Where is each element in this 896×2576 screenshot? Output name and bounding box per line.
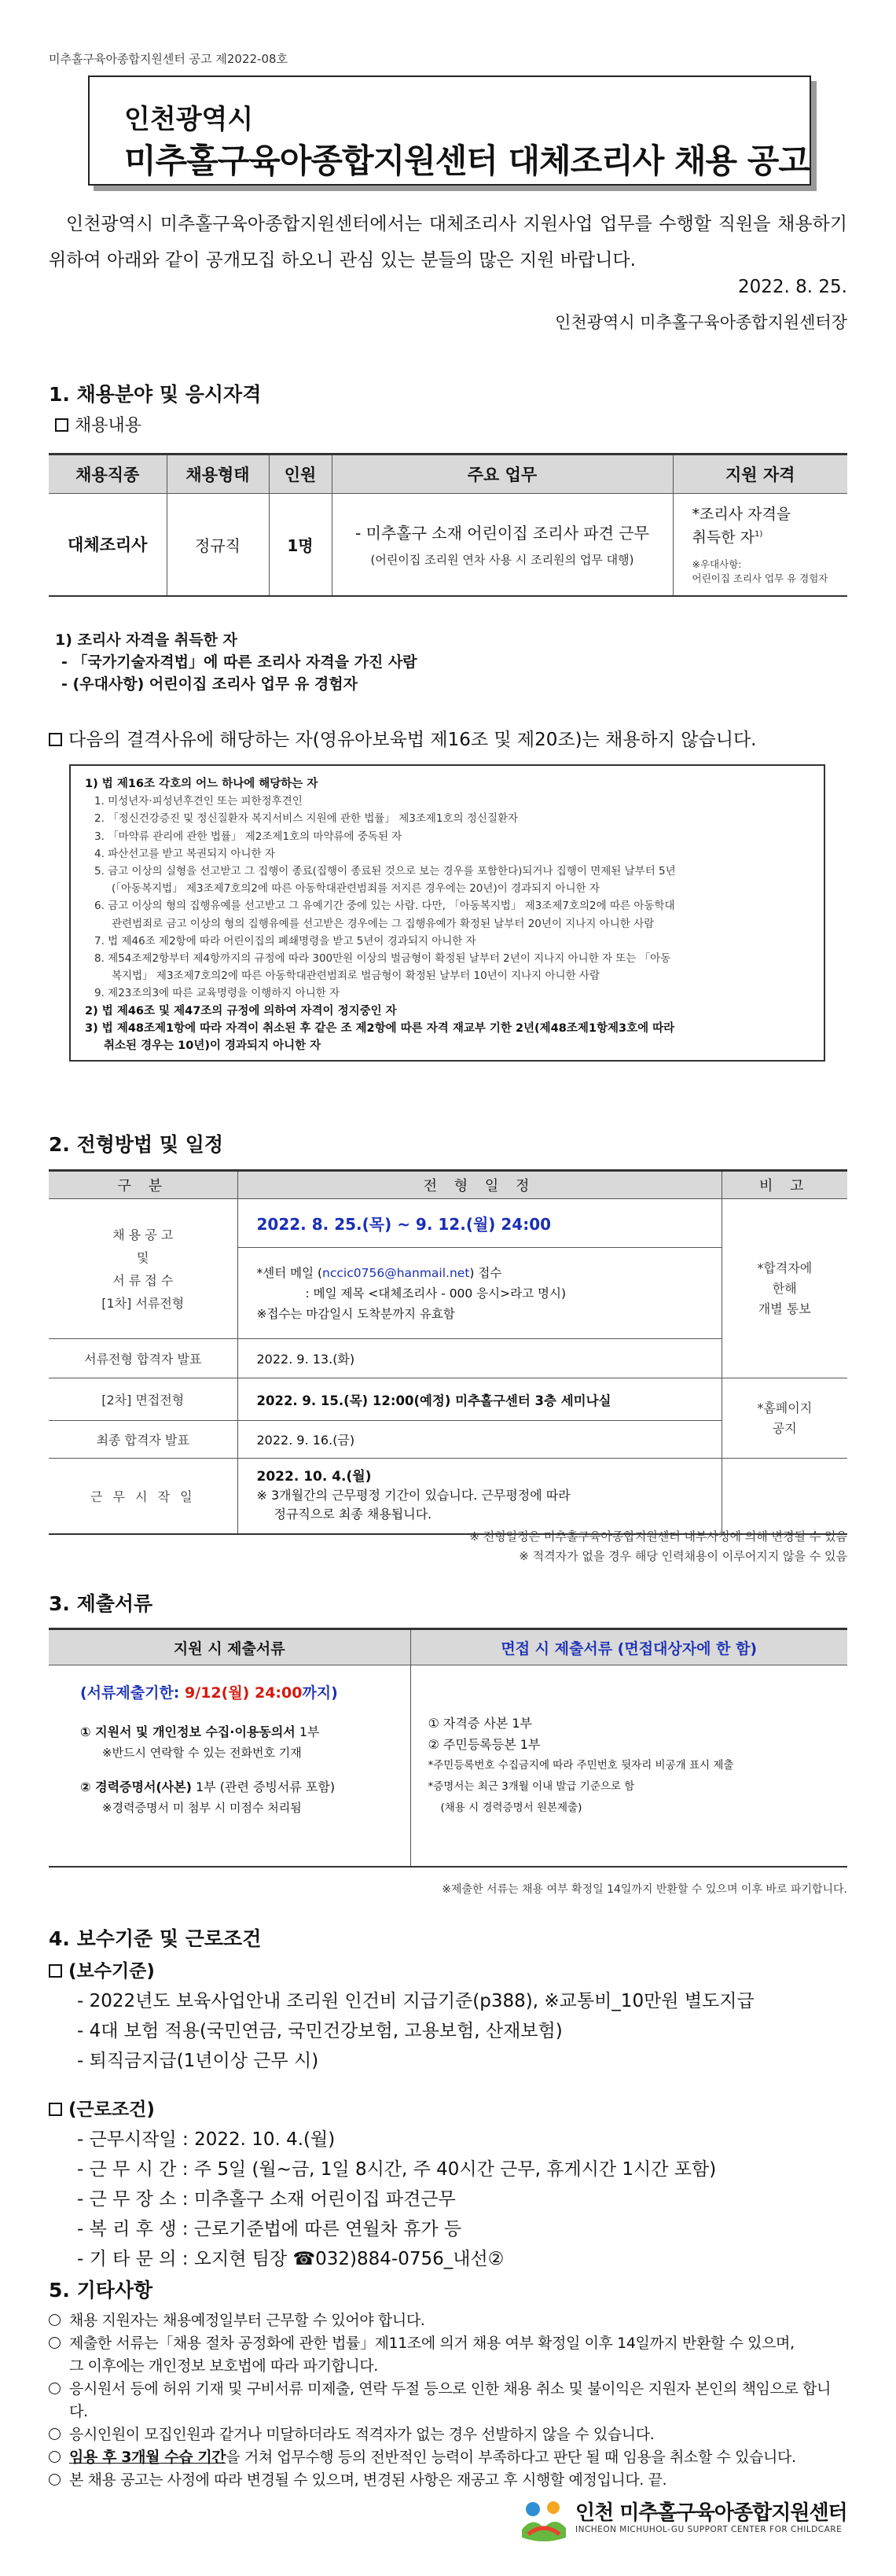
documents-footnote: ※제출한 서류는 채용 여부 확정일 14일까지 반환할 수 있으며 이후 바로 파기합니다. [442,1883,847,1896]
section5-heading: 5. 기타사항 [49,2279,153,2302]
notice-date: 2022. 8. 25. [738,277,847,297]
header-apply-docs: 지원 시 제출서류 [49,1629,410,1665]
disqualification-item: 3) 법 제48조제1항에 따라 자격이 취소된 후 같은 조 제2항에 따른 자격 재교부 기한 2년(제48조제1항제3호에 따라 [85,1021,675,1035]
schedule-label-final-result: 최종 합격자 발표 [49,1421,237,1459]
interview-docs-cell: ① 자격증 사본 1부 ② 주민등록등본 1부 *주민등록번호 수집금지에 따라 주민번호 뒷자리 비공개 표시 제출 *증명서는 최근 3개월 이내 발급 기준으로 함 (채용 시 경력증명서 원본제출) [410,1665,847,1867]
schedule-application-method: *센터 메일 (nccic0756@hanmail.net) 접수 : 메일 제목 <대체조리사 - 000 응시>라고 명시) ※접수는 마감일시 도착분까지 유효함 [237,1248,722,1339]
table-header-row [49,454,847,494]
schedule-final-result-date: 2022. 9. 16.(금) [237,1421,722,1459]
list-item: 제출한 서류는「채용 절차 공정화에 관한 법률」제11조에 의거 채용 여부 확정일 이후 14일까지 반환할 수 있으며, [49,2332,847,2355]
misc-list [49,2309,847,2492]
disqualification-item: 1) 법 제16조 각호의 어느 하나에 해당하는 자 [85,778,318,790]
recruitment-table [49,453,847,597]
qualification-cell: *조리사 자격을 취득한 자$^{1)}$ ※우대사항: 어린이집 조리사 업무 유 경험자 [673,494,847,596]
list-item: 응시원서 등에 허위 기재 및 구비서류 미제출, 연락 두절 등으로 인한 채용 취소 및 불이익은 지원자 본인의 책임으로 합니다. [49,2378,847,2423]
disqualification-box [69,764,825,1062]
checkbox-icon [49,1964,62,1978]
list-item: 임용 후 3개월 수습 기간을 거쳐 업무수행 등의 전반적인 능력이 부족하다고 판단 될 때 임용을 취소할 수 있습니다. [49,2446,847,2469]
list-item: 그 이후에는 개인정보 보호법에 따라 파기합니다. [69,2357,378,2375]
table-header-row [49,1629,847,1665]
table-row [49,1459,847,1534]
disqualification-item: 4. 파산선고를 받고 복권되지 아니한 자 [94,847,275,860]
remarks-notify: *합격자에 한해 개별 통보 [722,1199,847,1378]
apply-docs-cell: (서류제출기한: 9/12(월) 24:00까지) ① 지원서 및 개인정보 수집·이용동의서 1부 ※반드시 연락할 수 있는 전화번호 기재 ② 경력증명서(사본) 1부 (관련 증빙서류 포함) ※경력증명서 미 첨부 시 미점수 처리됨 [49,1665,410,1867]
header-remarks: 비 고 [722,1171,847,1199]
schedule-doc-result-date: 2022. 9. 13.(화) [237,1339,722,1378]
pay-standards: (보수기준) - 2022년도 보육사업안내 조리원 인건비 지급기준(p388), ※교통비_10만원 별도지급 - 4대 보험 적용(국민연금, 국민건강보험, 고용보험, 산재보험) - 퇴직금지급(1년이상 근무 시) [49,1956,755,2076]
disqualification-item: 8. 제54조제2항부터 제4항까지의 규정에 따라 300만원 이상의 벌금형이 확정된 날부터 2년이 지나지 아니한 자 또는 「아동 [94,952,671,966]
schedule-footnote-1: ※ 전형일정은 미추홀구육아종합지원센터 내부사정에 의해 변경될 수 있음 [469,1529,847,1544]
qualification-notes: 1) 조리사 자격을 취득한 자 - 「국가기술자격법」에 따른 조리사 자격을 가진 사람 - (우대사항) 어린이집 조리사 업무 유 경험자 [55,631,417,693]
logo-mark-icon [519,2498,569,2542]
title-line2: 미추홀구육아종합지원센터 대체조리사 채용 공고 [124,142,810,180]
header-schedule: 전 형 일 정 [237,1171,722,1199]
header-interview-docs: 면접 시 제출서류 (면접대상자에 한 함) [410,1629,847,1665]
disqualification-item: 6. 금고 이상의 형의 집행유예를 선고받고 그 유예기간 중에 있는 사람. 다만, 「아동복지법」 제3조제7호의2에 따른 아동학대 [94,900,675,913]
section2-heading: 2. 전형방법 및 일정 [49,1133,224,1156]
section4-heading: 4. 보수기준 및 근로조건 [49,1927,262,1950]
table-row [49,1199,847,1248]
header-job: 채용직종 [49,454,167,494]
header-category: 구 분 [49,1171,237,1199]
disqualification-item: 7. 법 제46조 제2항에 따라 어린이집의 폐쇄명령을 받고 5년이 경과되지 아니한 자 [94,934,476,948]
count-cell: 1명 [269,494,332,596]
disqualification-heading: 다음의 결격사유에 해당하는 자(영유아보육법 제16조 및 제20조)는 채용하지 않습니다. [49,725,756,751]
header-count: 인원 [269,454,332,494]
schedule-interview-date: 2022. 9. 15.(목) 12:00(예정) 미추홀구센터 3층 세미나실 [237,1378,722,1421]
header-type: 채용형태 [167,454,269,494]
issuing-org: 인천광역시 미추홀구육아종합지원센터장 [555,313,847,332]
documents-table [49,1628,847,1868]
list-item: 본 채용 공고는 사정에 따라 변경될 수 있으며, 변경된 사항은 재공고 후 시행할 예정입니다. 끝. [49,2469,847,2492]
table-row [49,494,847,596]
schedule-application-period: 2022. 8. 25.(목) ~ 9. 12.(월) 24:00 [237,1199,722,1248]
remarks-empty [722,1459,847,1534]
intro-paragraph: 인천광역시 미추홀구육아종합지원센터에서는 대체조리사 지원사업 업무를 수행할 직원을 채용하기 위하여 아래와 같이 공개모집 하오니 관심 있는 분들의 많은 지원 바랍니다. [49,214,847,270]
section1-sub: 채용내용 [55,412,141,436]
disqualification-item: 1. 미성년자·피성년후견인 또는 피한정후견인 [94,795,303,808]
duty-cell: - 미추홀구 소재 어린이집 조리사 파견 근무 (어린이집 조리원 연차 사용 시 조리원의 업무 대행) [332,494,673,596]
job-cell: 대체조리사 [49,494,167,596]
list-item: 채용 지원자는 채용예정일부터 근무할 수 있어야 합니다. [49,2309,847,2332]
disqualification-item: 취소된 경우는 10년)이 경과되지 아니한 자 [104,1040,321,1053]
notice-number: 미추홀구육아종합지원센터 공고 제2022-08호 [49,52,288,66]
section3-heading: 3. 제출서류 [49,1592,153,1615]
header-qualification: 지원 자격 [673,454,847,494]
table-row [49,1378,847,1421]
schedule-table [49,1169,847,1535]
work-conditions: (근로조건) - 근무시작일 : 2022. 10. 4.(월) - 근 무 시 간 : 주 5일 (월~금, 1일 8시간, 주 40시간 근무, 휴게시간 1시간 포함) - 근 무 장 소 : 미추홀구 소재 어린이집 파견근무 - 복 리 후 생 : 근로기준법에 따른 연월차 휴가 등 - 기 타 문 의 : 오지현 팀장 ☎032)884-0756_내선② [49,2095,716,2274]
table-header-row [49,1171,847,1199]
schedule-start-date: 2022. 10. 4.(월) ※ 3개월간의 근무평정 기간이 있습니다. 근무평정에 따라 정규직으로 최종 채용됩니다. [237,1459,722,1534]
checkbox-icon [55,418,68,432]
logo-name: 인천 미추홀구육아종합지원센터 [575,2501,847,2525]
disqualification-item: 2) 법 제46조 및 제47조의 규정에 의하여 자격이 정지중인 자 [85,1004,397,1018]
remarks-homepage: *홈페이지 공지 [722,1378,847,1459]
disqualification-item: 5. 금고 이상의 실형을 선고받고 그 집행이 종료(집행이 종료된 것으로 보는 경우를 포함한다)되거나 집행이 면제된 날부터 5년 [94,865,676,878]
title-line1: 인천광역시 [124,104,254,135]
schedule-footnote-2: ※ 적격자가 없을 경우 해당 인력채용이 이루어지지 않을 수 있음 [519,1549,847,1563]
table-row [49,1665,847,1867]
disqualification-item: 9. 제23조의3에 따른 교육명령을 이행하지 아니한 자 [94,987,340,1000]
center-logo [519,2497,849,2544]
schedule-label-interview: [2차] 면접전형 [49,1378,237,1421]
disqualification-item: 3. 「마약류 관리에 관한 법률」 제2조제1호의 마약류에 중독된 자 [94,830,402,843]
title-box [88,75,811,186]
disqualification-item: 2. 「정신건강증진 및 정신질환자 복지서비스 지원에 관한 법률」 제3조제1호의 정신질환자 [94,812,519,826]
schedule-label-start: 근 무 시 작 일 [49,1459,237,1534]
email-link[interactable]: nccic0756@hanmail.net [322,1265,470,1280]
logo-english: INCHEON MICHUHOL-GU SUPPORT CENTER FOR CHILDCARE [575,2525,843,2534]
header-duty: 주요 업무 [332,454,673,494]
type-cell: 정규직 [167,494,269,596]
schedule-label-application: 채 용 공 고 및 서 류 접 수 [1차] 서류전형 [49,1199,237,1339]
checkbox-icon [49,733,62,746]
disqualification-item: 관련범죄로 금고 이상의 형의 집행유예를 선고받은 경우에는 그 집행유예가 확정된 날부터 20년이 지나지 아니한 사람 [112,917,655,930]
list-item: 응시인원이 모집인원과 같거나 미달하더라도 적격자가 없는 경우 선발하지 않을 수 있습니다. [49,2423,847,2446]
disqualification-item: (「아동복지법」 제3조제7호의2에 따른 아동학대관련범죄를 저지른 경우에는 20년)이 경과되지 아니한 자 [112,882,600,896]
schedule-label-doc-result: 서류전형 합격자 발표 [49,1339,237,1378]
disqualification-item: 복지법」 제3조제7호의2에 따른 아동학대관련범죄로 벌금형이 확정된 날부터 10년이 지나지 아니한 사람 [112,970,600,983]
section1-heading: 1. 채용분야 및 응시자격 [49,383,262,406]
checkbox-icon [49,2103,62,2116]
